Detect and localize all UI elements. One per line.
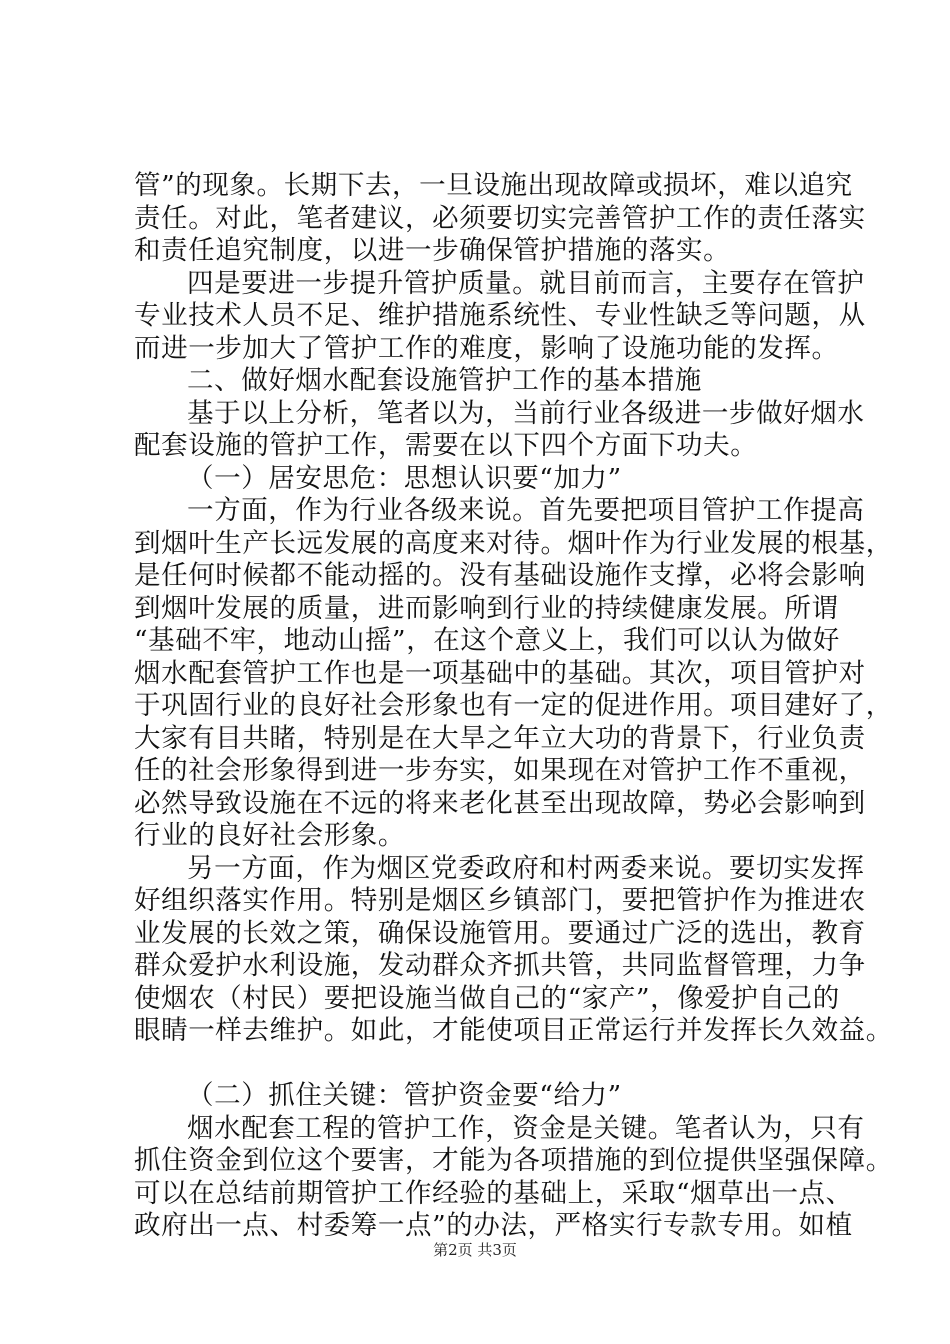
text-line: 群众爱护水利设施，发动群众齐抓共管，共同监督管理，力争 <box>134 950 866 981</box>
text-line: 大家有目共睹，特别是在大旱之年立大功的背景下，行业负责 <box>134 722 866 754</box>
paragraph-first-line: 基于以上分析，笔者以为，当前行业各级进一步做好烟水 <box>187 397 865 429</box>
text-line: 配套设施的管护工作，需要在以下四个方面下功夫。 <box>134 430 758 461</box>
text-line: 抓住资金到位这个要害，才能为各项措施的到位提供坚强保障。 <box>134 1145 893 1176</box>
text-line: 眼睛一样去维护。如此，才能使项目正常运行并发挥长久效益。 <box>134 1015 893 1046</box>
text-line: 行业的良好社会形象。 <box>134 820 405 851</box>
blank-line <box>134 1048 834 1081</box>
paragraph-first-line: 一方面，作为行业各级来说。首先要把项目管护工作提高 <box>187 495 865 526</box>
text-line: 责任。对此，笔者建议，必须要切实完善管护工作的责任落实 <box>134 202 866 234</box>
paragraph-first-line: 四是要进一步提升管护质量。就目前而言，主要存在管护 <box>187 267 865 299</box>
text-line: 和责任追究制度，以进一步确保管护措施的落实。 <box>134 235 731 266</box>
paragraph-first-line: 烟水配套工程的管护工作，资金是关键。笔者认为，只有 <box>187 1112 865 1144</box>
text-line: “基础不牢，地动山摇”，在这个意义上，我们可以认为做好 <box>134 625 840 656</box>
page-footer: 第2页 共3页 <box>433 1241 517 1259</box>
text-line: 到烟叶发展的质量，进而影响到行业的持续健康发展。所谓 <box>134 592 839 624</box>
paragraph-first-line: 二、做好烟水配套设施管护工作的基本措施 <box>187 365 702 396</box>
text-line: 烟水配套管护工作也是一项基础中的基础。其次，项目管护对 <box>134 657 866 689</box>
text-line: 政府出一点、村委筹一点”的办法，严格实行专款专用。如植 <box>134 1210 853 1241</box>
text-line: 于巩固行业的良好社会形象也有一定的促进作用。项目建好了， <box>134 690 893 721</box>
text-line: 使烟农（村民）要把设施当做自己的“家产”，像爱护自己的 <box>134 982 840 1014</box>
text-line: 管”的现象。长期下去，一旦设施出现故障或损坏，难以追究 <box>134 170 853 201</box>
text-line: 业发展的长效之策，确保设施管用。要通过广泛的选出，教育 <box>134 917 866 949</box>
text-line: 专业技术人员不足、维护措施系统性、专业性缺乏等问题，从 <box>134 300 866 331</box>
text-line: 到烟叶生产长远发展的高度来对待。烟叶作为行业发展的根基， <box>134 527 893 559</box>
paragraph-first-line: 另一方面，作为烟区党委政府和村两委来说。要切实发挥 <box>187 852 865 884</box>
text-line: 而进一步加大了管护工作的难度，影响了设施功能的发挥。 <box>134 332 839 364</box>
paragraph-first-line: （一）居安思危：思想认识要“加力” <box>187 462 622 494</box>
text-line: 好组织落实作用。特别是烟区乡镇部门，要把管护作为推进农 <box>134 885 866 916</box>
text-line: 可以在总结前期管护工作经验的基础上，采取“烟草出一点、 <box>134 1177 853 1209</box>
text-line: 任的社会形象得到进一步夯实，如果现在对管护工作不重视， <box>134 755 866 786</box>
document-body <box>134 170 893 1243</box>
text-line: 是任何时候都不能动摇的。没有基础设施作支撑，必将会影响 <box>134 560 866 591</box>
text-line: 必然导致设施在不远的将来老化甚至出现故障，势必会影响到 <box>134 787 866 819</box>
paragraph-first-line: （二）抓住关键：管护资金要“给力” <box>187 1080 622 1111</box>
